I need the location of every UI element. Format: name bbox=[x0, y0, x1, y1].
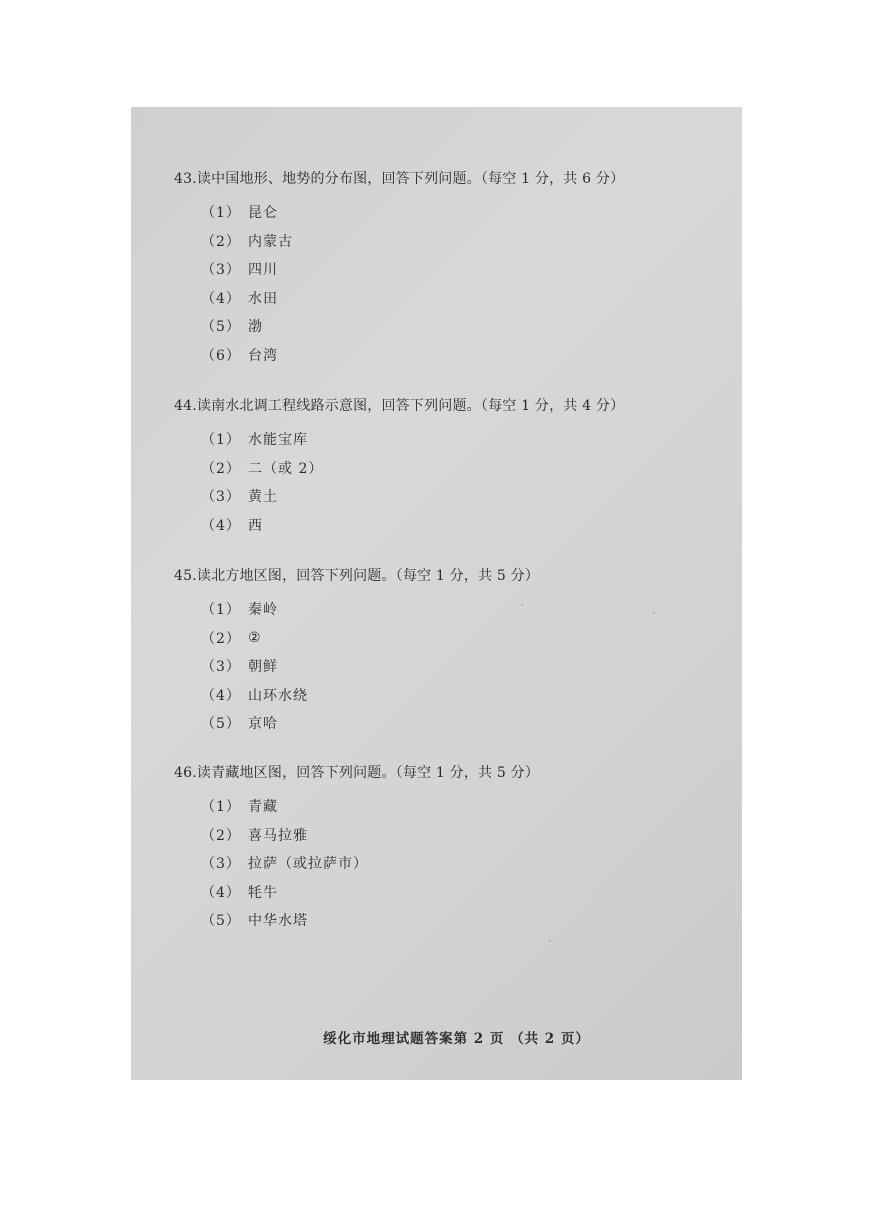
page-footer: 绥化市地理试题答案第 2 页 （共 2 页） bbox=[323, 1031, 590, 1047]
answer-number: （4） bbox=[201, 884, 241, 901]
scanned-answer-sheet bbox=[131, 107, 742, 1080]
question-46 bbox=[174, 763, 722, 935]
answer-text: 中华水塔 bbox=[248, 913, 308, 930]
answer-text: 山环水绕 bbox=[248, 687, 308, 704]
answer-text: 牦牛 bbox=[248, 884, 278, 901]
answer-number: （1） bbox=[201, 799, 241, 816]
answer-number: （1） bbox=[201, 432, 241, 449]
answer-text: 拉萨（或拉萨市） bbox=[248, 856, 368, 873]
answer-item bbox=[201, 284, 722, 313]
answer-number: （1） bbox=[201, 205, 241, 222]
answer-number: （5） bbox=[201, 716, 241, 733]
answer-text: 昆仑 bbox=[248, 205, 278, 222]
question-43 bbox=[174, 169, 722, 369]
answer-item bbox=[201, 255, 722, 284]
paper-speck bbox=[521, 604, 523, 606]
answer-list bbox=[174, 595, 722, 738]
answer-text: 喜马拉雅 bbox=[248, 827, 308, 844]
answer-item bbox=[201, 792, 722, 821]
answer-item bbox=[201, 681, 722, 710]
answer-text: 青藏 bbox=[248, 799, 278, 816]
answer-number: （3） bbox=[201, 489, 241, 506]
answer-item bbox=[201, 227, 722, 256]
answer-number: （3） bbox=[201, 262, 241, 279]
question-45 bbox=[174, 566, 722, 738]
answer-item bbox=[201, 709, 722, 738]
answer-number: （4） bbox=[201, 687, 241, 704]
question-title: 46.读青藏地区图，回答下列问题。（每空 1 分，共 5 分） bbox=[174, 765, 540, 781]
answer-text: 水能宝库 bbox=[248, 432, 308, 449]
question-title: 43.读中国地形、地势的分布图，回答下列问题。（每空 1 分，共 6 分） bbox=[174, 171, 625, 187]
paper-speck bbox=[653, 612, 655, 614]
answer-item bbox=[201, 511, 722, 540]
answer-text: 二（或 2） bbox=[248, 460, 324, 477]
answer-item bbox=[201, 624, 722, 653]
answer-list bbox=[174, 425, 722, 539]
answer-number: （5） bbox=[201, 913, 241, 930]
answer-text: 内蒙古 bbox=[248, 233, 293, 250]
answer-item bbox=[201, 906, 722, 935]
answer-number: （2） bbox=[201, 827, 241, 844]
answer-text: 水田 bbox=[248, 290, 278, 307]
answer-item bbox=[201, 482, 722, 511]
answer-text: ② bbox=[248, 629, 262, 646]
answer-item bbox=[201, 454, 722, 483]
answer-item bbox=[201, 425, 722, 454]
answer-text: 台湾 bbox=[248, 347, 278, 364]
answer-item bbox=[201, 595, 722, 624]
answer-text: 京哈 bbox=[248, 716, 278, 733]
answer-number: （3） bbox=[201, 659, 241, 676]
answer-item bbox=[201, 341, 722, 370]
answer-number: （2） bbox=[201, 630, 241, 647]
answer-number: （2） bbox=[201, 460, 241, 477]
answer-text: 西 bbox=[248, 517, 263, 534]
answer-number: （6） bbox=[201, 347, 241, 364]
question-title: 45.读北方地区图，回答下列问题。（每空 1 分，共 5 分） bbox=[174, 568, 540, 584]
answer-number: （2） bbox=[201, 233, 241, 250]
answer-text: 黄土 bbox=[248, 489, 278, 506]
answer-item bbox=[201, 312, 722, 341]
answer-item bbox=[201, 878, 722, 907]
answer-number: （1） bbox=[201, 602, 241, 619]
answer-number: （4） bbox=[201, 517, 241, 534]
answer-number: （3） bbox=[201, 856, 241, 873]
question-44 bbox=[174, 396, 722, 539]
answer-item bbox=[201, 849, 722, 878]
answer-item bbox=[201, 652, 722, 681]
paper-speck bbox=[549, 940, 551, 942]
answer-text: 朝鲜 bbox=[248, 659, 278, 676]
answer-item bbox=[201, 821, 722, 850]
answer-list bbox=[174, 198, 722, 369]
answer-list bbox=[174, 792, 722, 935]
answer-item bbox=[201, 198, 722, 227]
answer-number: （4） bbox=[201, 290, 241, 307]
answer-text: 四川 bbox=[248, 262, 278, 279]
question-title: 44.读南水北调工程线路示意图，回答下列问题。（每空 1 分，共 4 分） bbox=[174, 398, 625, 414]
answer-text: 渤 bbox=[248, 319, 263, 336]
answer-text: 秦岭 bbox=[248, 602, 278, 619]
answer-number: （5） bbox=[201, 319, 241, 336]
